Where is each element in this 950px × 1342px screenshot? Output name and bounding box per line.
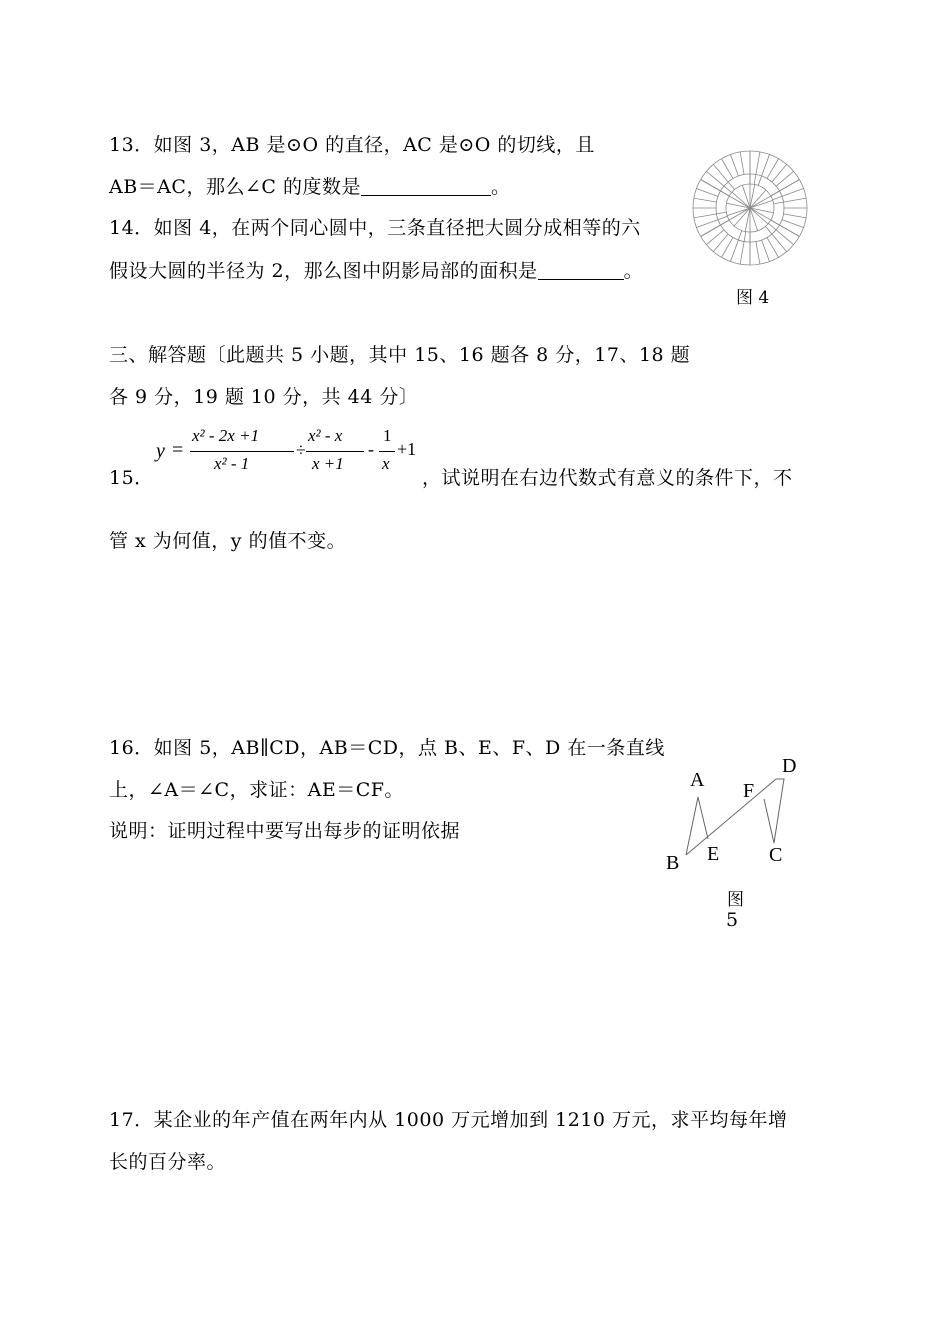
hatch-line (756, 241, 760, 264)
q16-line-3: 说明：证明过程中要写出每步的证明依据 (109, 820, 461, 842)
formula-plus-one: +1 (397, 439, 417, 459)
q15-formula (150, 422, 430, 482)
formula-denominator-1: x² - 1 (214, 454, 250, 473)
label-B: B (666, 852, 680, 874)
hatch-line (731, 231, 742, 262)
label-A: A (690, 769, 705, 791)
q16-line-2: 上，∠A＝∠C，求证：AE＝CF。 (109, 779, 404, 801)
formula-denominator-3: x (382, 454, 390, 473)
q16-line-1: 16．如图 5，AB∥CD，AB＝CD，点 B、E、F、D 在一条直线 (109, 737, 665, 759)
inner-spoke (745, 208, 750, 232)
q15-number: 15． (109, 467, 154, 489)
formula-numerator-2: x² - x (308, 426, 343, 445)
q15-text-after: ，试说明在右边代数式有意义的条件下，不 (422, 467, 793, 489)
figure-5-caption-1: 图 (727, 890, 744, 910)
fraction-bar-2 (306, 451, 364, 452)
q13-text: AB＝AC，那么∠C 的度数是 (109, 176, 361, 198)
inner-spoke (750, 184, 755, 208)
figure-4-concentric-circles (692, 148, 810, 274)
hatch-line (694, 198, 717, 202)
q14-answer-blank[interactable] (538, 261, 624, 280)
figure-5-caption-2: 5 (726, 909, 739, 931)
hatch-line (740, 232, 746, 264)
label-D: D (782, 755, 797, 777)
q13-answer-blank[interactable] (361, 177, 491, 196)
hatch-line (696, 189, 718, 197)
formula-minus: - (368, 439, 374, 459)
formula-divide: ÷ (296, 440, 306, 460)
q13-period: 。 (490, 176, 511, 198)
q14-line-2 (109, 256, 643, 283)
fraction-bar-1 (190, 451, 294, 452)
hatch-line (740, 152, 744, 175)
q14-period: 。 (623, 260, 644, 282)
hatch-line (758, 154, 769, 185)
hatch-line (783, 214, 806, 218)
hatch-line (774, 198, 806, 204)
q14-text: 假设大圆的半径为 2，那么图中阴影局部的面积是 (109, 260, 538, 282)
q14-line-1: 14．如图 4，在两个同心圆中，三条直径把大圆分成相等的六 (109, 217, 641, 239)
formula-numerator-3: 1 (383, 426, 392, 445)
hatch-line (773, 189, 804, 200)
q13-line-1: 13．如图 3，AB 是⊙O 的直径，AC 是⊙O 的切线，且 (109, 134, 595, 156)
section-3-heading-line-1: 三、解答题〔此题共 5 小题，其中 15、16 题各 8 分，17、18 题 (109, 344, 691, 366)
figure-4-caption: 图 4 (736, 288, 770, 308)
formula-numerator-1: x² - 2x +1 (192, 426, 260, 445)
hatch-line (694, 212, 726, 218)
hatch-line (754, 152, 760, 184)
q13-line-2 (109, 172, 510, 199)
q17-line-1: 17．某企业的年产值在两年内从 1000 万元增加到 1210 万元，求平均每年增 (109, 1109, 788, 1131)
label-E: E (707, 843, 720, 865)
formula-y: y (156, 440, 165, 462)
q17-line-2: 长的百分率。 (109, 1151, 227, 1173)
formula-denominator-2: x +1 (312, 454, 344, 473)
label-F: F (743, 780, 755, 802)
q15-line-2: 管 x 为何值，y 的值不变。 (109, 530, 347, 552)
hatch-line (696, 216, 727, 227)
fraction-bar-3 (379, 451, 395, 452)
hatch-line (762, 240, 770, 262)
hatch-line (782, 220, 804, 228)
label-C: C (769, 844, 783, 866)
section-3-heading-line-2: 各 9 分，19 题 10 分，共 44 分〕 (109, 386, 419, 408)
hatch-line (731, 154, 739, 176)
formula-equals: = (172, 439, 184, 461)
